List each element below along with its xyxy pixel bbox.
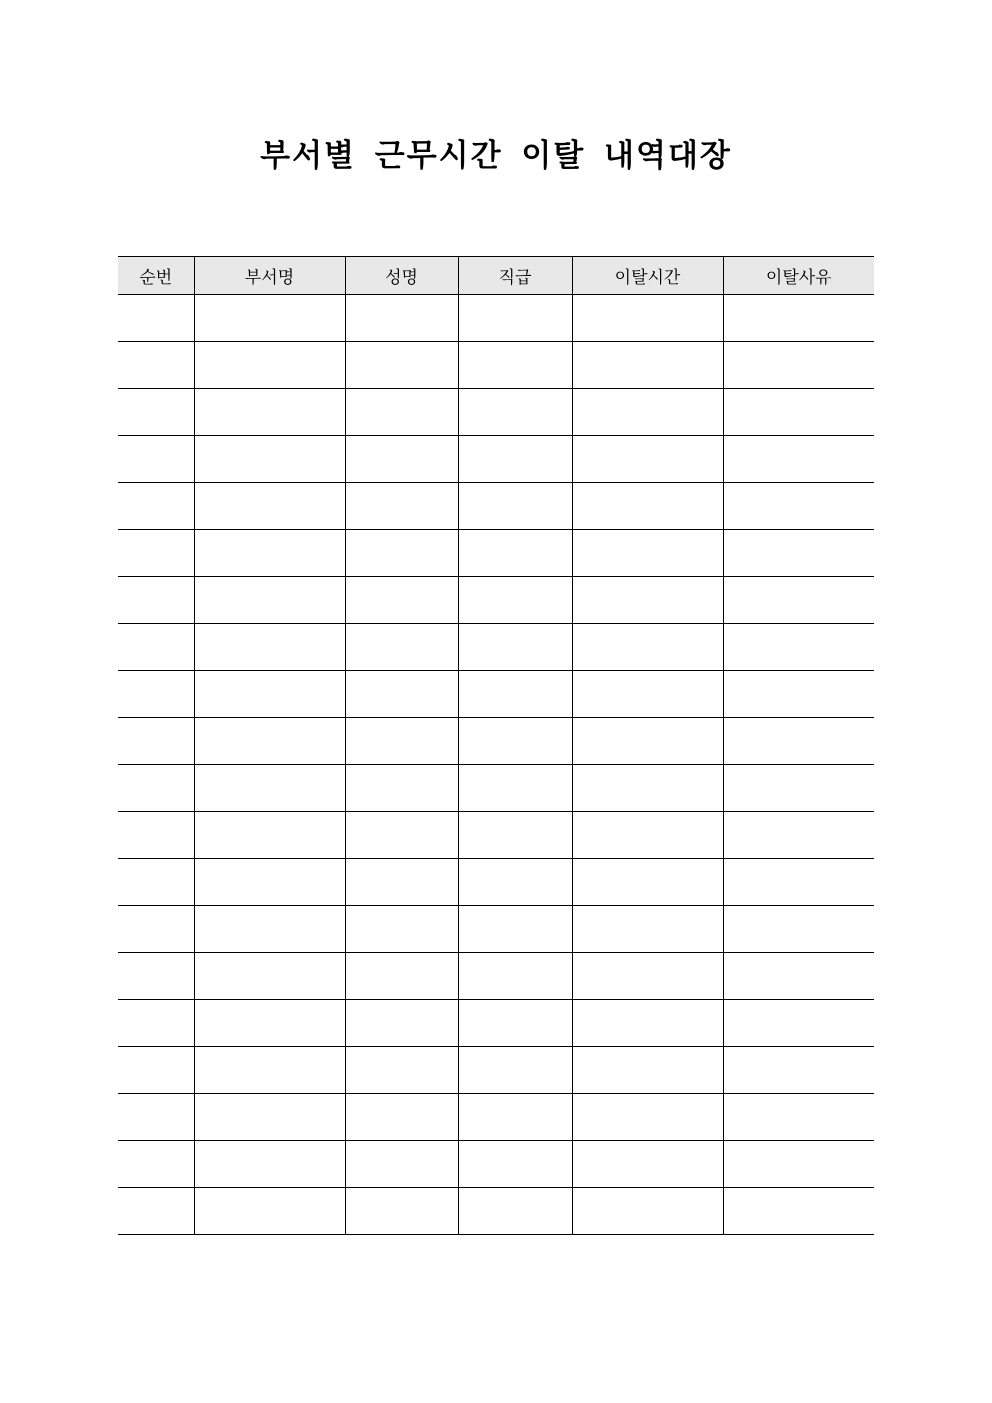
cell-position[interactable] bbox=[458, 624, 572, 671]
column-header-position: 직급 bbox=[458, 257, 572, 295]
cell-number[interactable] bbox=[118, 389, 194, 436]
cell-position[interactable] bbox=[458, 1188, 572, 1235]
cell-name[interactable] bbox=[345, 342, 458, 389]
cell-name[interactable] bbox=[345, 718, 458, 765]
table-row bbox=[118, 483, 874, 530]
cell-department[interactable] bbox=[194, 624, 345, 671]
cell-department[interactable] bbox=[194, 906, 345, 953]
table-row bbox=[118, 295, 874, 342]
cell-absence-reason[interactable] bbox=[723, 1047, 874, 1094]
cell-department[interactable] bbox=[194, 530, 345, 577]
table-row bbox=[118, 342, 874, 389]
cell-position[interactable] bbox=[458, 577, 572, 624]
cell-position[interactable] bbox=[458, 483, 572, 530]
table-row bbox=[118, 906, 874, 953]
cell-department[interactable] bbox=[194, 436, 345, 483]
cell-absence-reason[interactable] bbox=[723, 389, 874, 436]
cell-number[interactable] bbox=[118, 671, 194, 718]
cell-name[interactable] bbox=[345, 389, 458, 436]
cell-position[interactable] bbox=[458, 812, 572, 859]
cell-name[interactable] bbox=[345, 1141, 458, 1188]
cell-name[interactable] bbox=[345, 624, 458, 671]
cell-absence-reason[interactable] bbox=[723, 1094, 874, 1141]
cell-number[interactable] bbox=[118, 342, 194, 389]
cell-department[interactable] bbox=[194, 953, 345, 1000]
column-header-absence-reason: 이탈사유 bbox=[723, 257, 874, 295]
cell-name[interactable] bbox=[345, 671, 458, 718]
cell-absence-time[interactable] bbox=[572, 624, 723, 671]
cell-absence-reason[interactable] bbox=[723, 718, 874, 765]
cell-number[interactable] bbox=[118, 718, 194, 765]
cell-absence-reason[interactable] bbox=[723, 295, 874, 342]
cell-absence-time[interactable] bbox=[572, 483, 723, 530]
cell-name[interactable] bbox=[345, 906, 458, 953]
cell-position[interactable] bbox=[458, 765, 572, 812]
table-row bbox=[118, 577, 874, 624]
cell-name[interactable] bbox=[345, 295, 458, 342]
cell-position[interactable] bbox=[458, 530, 572, 577]
cell-absence-time[interactable] bbox=[572, 1188, 723, 1235]
table-row bbox=[118, 1047, 874, 1094]
cell-absence-time[interactable] bbox=[572, 812, 723, 859]
cell-department[interactable] bbox=[194, 671, 345, 718]
cell-absence-time[interactable] bbox=[572, 577, 723, 624]
cell-number[interactable] bbox=[118, 1141, 194, 1188]
column-header-department: 부서명 bbox=[194, 257, 345, 295]
cell-position[interactable] bbox=[458, 389, 572, 436]
cell-number[interactable] bbox=[118, 436, 194, 483]
cell-department[interactable] bbox=[194, 389, 345, 436]
cell-position[interactable] bbox=[458, 671, 572, 718]
cell-name[interactable] bbox=[345, 1000, 458, 1047]
cell-number[interactable] bbox=[118, 1000, 194, 1047]
cell-absence-reason[interactable] bbox=[723, 342, 874, 389]
cell-number[interactable] bbox=[118, 483, 194, 530]
cell-number[interactable] bbox=[118, 765, 194, 812]
cell-absence-time[interactable] bbox=[572, 765, 723, 812]
cell-absence-time[interactable] bbox=[572, 906, 723, 953]
table-row bbox=[118, 765, 874, 812]
cell-number[interactable] bbox=[118, 859, 194, 906]
ledger-table bbox=[118, 256, 874, 1235]
page-title: 부서별 근무시간 이탈 내역대장 bbox=[260, 138, 732, 174]
cell-position[interactable] bbox=[458, 436, 572, 483]
table-row bbox=[118, 859, 874, 906]
cell-absence-time[interactable] bbox=[572, 1094, 723, 1141]
cell-department[interactable] bbox=[194, 1141, 345, 1188]
cell-name[interactable] bbox=[345, 483, 458, 530]
cell-department[interactable] bbox=[194, 718, 345, 765]
cell-absence-time[interactable] bbox=[572, 1141, 723, 1188]
cell-department[interactable] bbox=[194, 765, 345, 812]
cell-absence-reason[interactable] bbox=[723, 765, 874, 812]
cell-number[interactable] bbox=[118, 1094, 194, 1141]
cell-position[interactable] bbox=[458, 1094, 572, 1141]
cell-department[interactable] bbox=[194, 1188, 345, 1235]
cell-absence-reason[interactable] bbox=[723, 1000, 874, 1047]
table-row bbox=[118, 718, 874, 765]
cell-absence-reason[interactable] bbox=[723, 671, 874, 718]
cell-absence-time[interactable] bbox=[572, 859, 723, 906]
cell-number[interactable] bbox=[118, 812, 194, 859]
cell-position[interactable] bbox=[458, 295, 572, 342]
cell-absence-reason[interactable] bbox=[723, 436, 874, 483]
cell-department[interactable] bbox=[194, 295, 345, 342]
cell-absence-reason[interactable] bbox=[723, 859, 874, 906]
table-row bbox=[118, 1188, 874, 1235]
cell-number[interactable] bbox=[118, 1188, 194, 1235]
cell-absence-reason[interactable] bbox=[723, 624, 874, 671]
cell-number[interactable] bbox=[118, 624, 194, 671]
cell-number[interactable] bbox=[118, 906, 194, 953]
cell-name[interactable] bbox=[345, 812, 458, 859]
cell-absence-reason[interactable] bbox=[723, 483, 874, 530]
cell-absence-reason[interactable] bbox=[723, 906, 874, 953]
cell-absence-time[interactable] bbox=[572, 530, 723, 577]
cell-absence-time[interactable] bbox=[572, 389, 723, 436]
cell-number[interactable] bbox=[118, 530, 194, 577]
cell-absence-time[interactable] bbox=[572, 342, 723, 389]
cell-position[interactable] bbox=[458, 1141, 572, 1188]
column-header-name: 성명 bbox=[345, 257, 458, 295]
table-row bbox=[118, 1094, 874, 1141]
table-row bbox=[118, 389, 874, 436]
cell-absence-time[interactable] bbox=[572, 671, 723, 718]
cell-position[interactable] bbox=[458, 906, 572, 953]
cell-position[interactable] bbox=[458, 1047, 572, 1094]
cell-department[interactable] bbox=[194, 577, 345, 624]
cell-name[interactable] bbox=[345, 436, 458, 483]
cell-absence-time[interactable] bbox=[572, 295, 723, 342]
table-row bbox=[118, 530, 874, 577]
cell-position[interactable] bbox=[458, 342, 572, 389]
cell-department[interactable] bbox=[194, 812, 345, 859]
cell-department[interactable] bbox=[194, 1000, 345, 1047]
cell-department[interactable] bbox=[194, 1094, 345, 1141]
table-row bbox=[118, 624, 874, 671]
cell-absence-time[interactable] bbox=[572, 1047, 723, 1094]
cell-absence-reason[interactable] bbox=[723, 1141, 874, 1188]
cell-absence-reason[interactable] bbox=[723, 812, 874, 859]
header-row bbox=[118, 257, 874, 295]
cell-position[interactable] bbox=[458, 1000, 572, 1047]
table-row bbox=[118, 671, 874, 718]
cell-department[interactable] bbox=[194, 483, 345, 530]
cell-number[interactable] bbox=[118, 1047, 194, 1094]
cell-name[interactable] bbox=[345, 1188, 458, 1235]
cell-position[interactable] bbox=[458, 859, 572, 906]
table-row bbox=[118, 436, 874, 483]
cell-absence-time[interactable] bbox=[572, 718, 723, 765]
cell-name[interactable] bbox=[345, 953, 458, 1000]
cell-name[interactable] bbox=[345, 1094, 458, 1141]
cell-position[interactable] bbox=[458, 953, 572, 1000]
table-row bbox=[118, 1000, 874, 1047]
cell-name[interactable] bbox=[345, 1047, 458, 1094]
table-row bbox=[118, 953, 874, 1000]
cell-absence-reason[interactable] bbox=[723, 953, 874, 1000]
cell-name[interactable] bbox=[345, 765, 458, 812]
cell-name[interactable] bbox=[345, 859, 458, 906]
table-row bbox=[118, 812, 874, 859]
cell-absence-reason[interactable] bbox=[723, 530, 874, 577]
cell-number[interactable] bbox=[118, 295, 194, 342]
cell-department[interactable] bbox=[194, 859, 345, 906]
cell-name[interactable] bbox=[345, 530, 458, 577]
ledger-body bbox=[118, 295, 874, 1235]
cell-name[interactable] bbox=[345, 577, 458, 624]
cell-number[interactable] bbox=[118, 577, 194, 624]
cell-number[interactable] bbox=[118, 953, 194, 1000]
cell-absence-reason[interactable] bbox=[723, 577, 874, 624]
cell-absence-time[interactable] bbox=[572, 436, 723, 483]
cell-absence-reason[interactable] bbox=[723, 1188, 874, 1235]
cell-absence-time[interactable] bbox=[572, 953, 723, 1000]
column-header-absence-time: 이탈시간 bbox=[572, 257, 723, 295]
table-row bbox=[118, 1141, 874, 1188]
cell-absence-time[interactable] bbox=[572, 1000, 723, 1047]
cell-position[interactable] bbox=[458, 718, 572, 765]
column-header-number: 순번 bbox=[118, 257, 194, 295]
cell-department[interactable] bbox=[194, 342, 345, 389]
cell-department[interactable] bbox=[194, 1047, 345, 1094]
